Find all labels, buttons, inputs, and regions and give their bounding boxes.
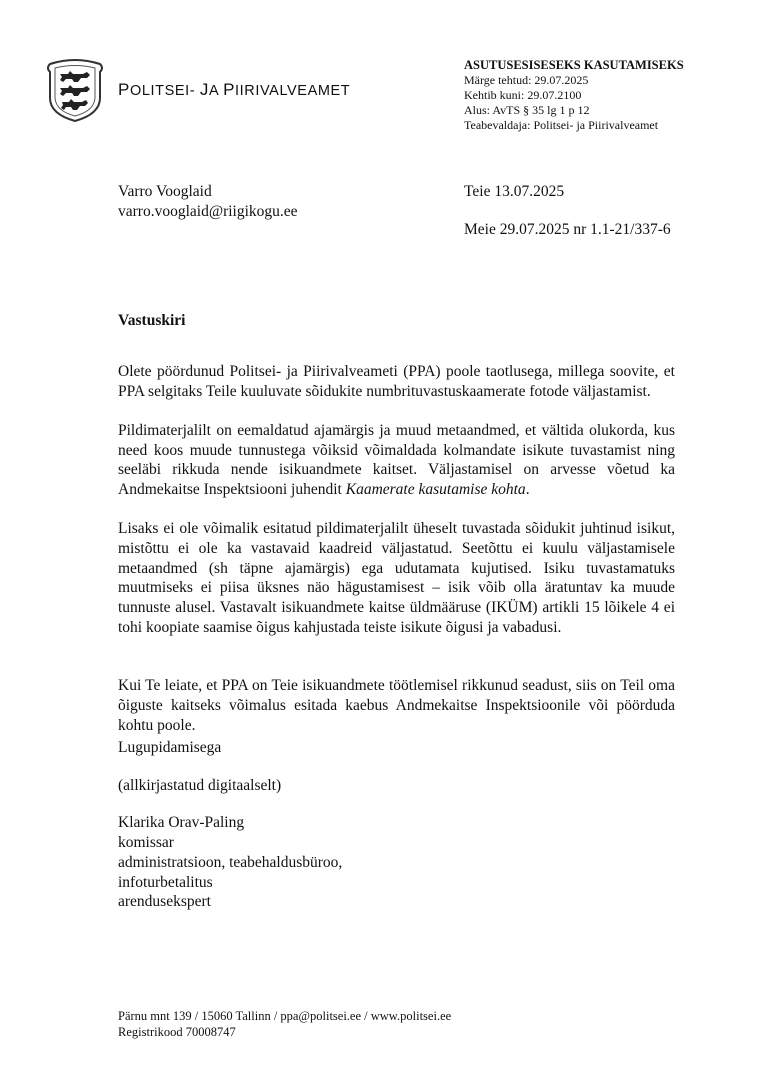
paragraph-metadata-removed: Pildimaterjalilt on eemaldatud ajamärgis ja muud metaandmed, et vältida olukorda, kus need koos muude tunnustega võiksid võimaldada kolmandate isikute tuvastamist ning seeläbi rikkuda nende isikuandmete kaitset. Väljastamisel on arvesse võetud ka Andmekaitse Inspektsiooni juhendit Kaamerate kasutamise kohta. xyxy=(118,421,675,499)
guideline-title: Kaamerate kasutamise kohta xyxy=(345,481,526,499)
our-reference: Meie 29.07.2025 nr 1.1-21/337-6 xyxy=(464,221,671,238)
estonian-coat-of-arms-icon xyxy=(44,58,106,124)
classification-title: ASUTUSESISESEKS KASUTAMISEKS xyxy=(464,58,684,72)
your-reference: Teie 13.07.2025 xyxy=(464,183,565,200)
classification-valid-until: Kehtib kuni: 29.07.2100 xyxy=(464,88,582,102)
letter-body xyxy=(118,362,675,755)
paragraph-identification: Lisaks ei ole võimalik esitatud pildimaterjalilt üheselt tuvastada sõidukit juhtinud isikut, mistõttu ei ole ka vastavaid kaadreid väljastatud. Seetõttu ei kuulu väljastamisele metaandmed (sh täpne ajamärgis) ega udutamata kujutised. Isiku tuvastamatuks muutmiseks ei piisa üksnes näo hägustamisest – isik võib olla äratuntav ka muude tunnuste alusel. Vastavalt isikuandmete kaitse üldmääruse (IKÜM) artikli 15 lõikele 4 ei tohi koopiate saamise õigus kahjustada teiste isikute õigusi ja vabadusi. xyxy=(118,520,675,636)
signer-position: arendusekspert xyxy=(118,893,211,911)
signer-unit: administratsioon, teabehaldusbüroo, xyxy=(118,853,343,871)
footer xyxy=(118,1008,451,1040)
recipient-email: varro.vooglaid@riigikogu.ee xyxy=(118,203,298,220)
organization-name: POLITSEI- JA PIIRIVALVEAMET xyxy=(118,80,351,99)
document-title: Vastuskiri xyxy=(118,312,186,329)
classification-basis: Alus: AvTS § 35 lg 1 p 12 xyxy=(464,103,590,117)
signer-subunit: infoturbetalitus xyxy=(118,873,213,891)
closing-block xyxy=(118,738,342,912)
signer-name: Klarika Orav-Paling xyxy=(118,814,245,832)
paragraph-request: Olete pöördunud Politsei- ja Piirivalveameti (PPA) poole taotlusega, millega soovite, et PPA selgitaks Teile kuuluvate sõidukite numbrituvastuskaamerate fotode väljastamist. xyxy=(118,363,675,400)
classification-marked-date: Märge tehtud: 29.07.2025 xyxy=(464,73,589,87)
salutation: Lugupidamisega xyxy=(118,739,222,756)
footer-address: Pärnu mnt 139 / 15060 Tallinn / ppa@politsei.ee / www.politsei.ee xyxy=(118,1009,452,1023)
signer-rank: komissar xyxy=(118,834,174,852)
classification-block xyxy=(464,58,684,133)
recipient-name: Varro Vooglaid xyxy=(118,183,212,200)
paragraph-complaint: Kui Te leiate, et PPA on Teie isikuandmete töötlemisel rikkunud seadust, siis on Teil oma õiguste kaitseks võimalus esitada kaebus Andmekaitse Inspektsioonile või pöörduda kohtu poole. xyxy=(118,677,675,734)
footer-registry-code: Registrikood 70008747 xyxy=(118,1025,236,1039)
recipient-block xyxy=(118,182,298,222)
classification-owner: Teabevaldaja: Politsei- ja Piirivalveamet xyxy=(464,118,659,132)
reference-block xyxy=(464,182,671,240)
signature-note: (allkirjastatud digitaalselt) xyxy=(118,776,282,794)
